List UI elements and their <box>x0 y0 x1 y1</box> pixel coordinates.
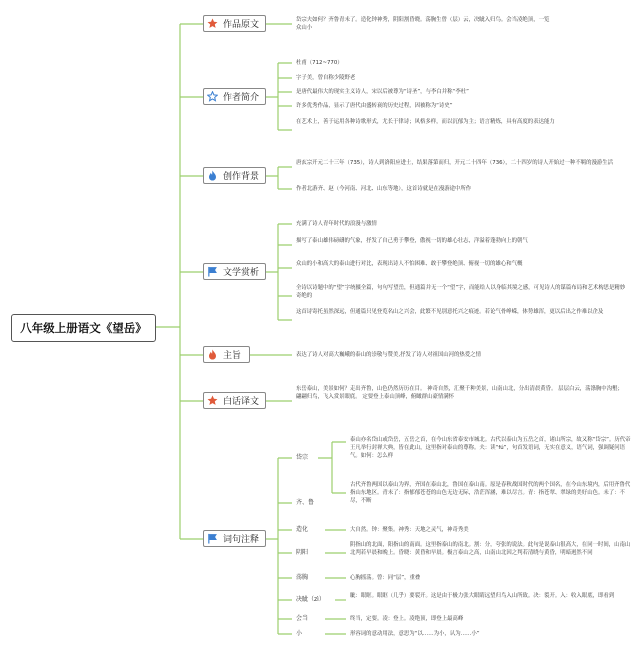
term-zaohua: 造化 <box>296 526 309 533</box>
star-icon <box>207 18 218 29</box>
leaf-background-1: 唐玄宗开元二十三年（735），诗人到洛阳应进士，结果落第而归，开元二十四年（736），二十四岁的诗人开始过一种不羁的漫游生活 <box>296 160 614 166</box>
term-daizong: 岱宗 <box>296 454 309 461</box>
leaf-background-2: 作者北游齐、赵（今河南、河北、山东等地），这首诗就是在漫游途中所作 <box>296 186 472 192</box>
leaf-author-3: 是唐代最伟大的现实主义诗人，宋以后被尊为“诗圣”，与李白并称“李杜” <box>296 89 469 95</box>
leaf-appreciation-2: 描写了泰山雄伟磅礴的气象，抒发了自己勇于攀登，傲视一切的雄心壮志，洋溢着蓬勃向上的朝气 <box>296 238 528 244</box>
term-juezi: 决眦（zì） <box>296 596 325 603</box>
topic-translation[interactable]: 白话译文 <box>203 392 266 409</box>
topic-original-text[interactable]: 作品原文 <box>203 15 266 32</box>
topic-background[interactable]: 创作背景 <box>203 167 266 184</box>
term-yinyang: 阴阳 <box>296 549 309 556</box>
def-juezi: 眦：眼眶。眼眶（几乎）要裂开。这是由于极力张大眼睛远望归鸟入山所致。决：裂开。入：收入眼底，即看到 <box>350 593 615 599</box>
topic-annotations[interactable]: 词句注释 <box>203 530 266 547</box>
topic-appreciation[interactable]: 文学赏析 <box>203 263 266 280</box>
leaf-poem-text: 岱宗夫如何？齐鲁青未了。造化钟神秀，阴阳割昏晓。荡胸生曾（层）云，决眦入归鸟。会当凌绝顶，一览众山小 <box>296 17 550 31</box>
leaf-theme: 表达了诗人对高大巍峨的泰山的崇敬与赞美,抒发了诗人对祖国山河的热爱之情 <box>296 352 481 358</box>
term-dangxiong: 荡胸 <box>296 574 309 581</box>
def-qilu: 古代齐鲁两国以泰山为界，齐国在泰山北，鲁国在泰山南。原是春秋战国时代的两个国名，在今山东境内，后用齐鲁代指山东地区。青未了：指郁郁苍苍的山色无边无际，浩茫浑涵，难以尽言。青：指苍翠、翠绿的美好山色。未了：不尽，不断 <box>350 482 631 504</box>
star-outline-icon <box>207 91 218 102</box>
root-topic[interactable]: 八年级上册语文《望岳》 <box>11 314 156 342</box>
def-zaohua: 大自然。钟：聚集。神秀：天地之灵气，神奇秀美 <box>350 527 469 533</box>
leaf-appreciation-1: 充满了诗人青年时代的浪漫与激情 <box>296 221 377 227</box>
star-icon <box>207 395 218 406</box>
flame-icon <box>207 170 218 181</box>
leaf-translation: 东岳泰山，美景如何？走出齐鲁，山色仍然历历在目。 神奇自然，汇聚千种美景，山南山北，分出清晨黄昏。 层层白云，荡涤胸中沟壑；翩翩归鸟，飞入赏景眼底。 定要登上泰山顶峰，俯瞰群山豪情满怀 <box>296 386 623 400</box>
flag-icon <box>207 533 218 544</box>
term-qilu: 齐、鲁 <box>296 499 315 506</box>
leaf-author-4: 许多优秀作品，显示了唐代由盛转衰的历史过程，因被称为“诗史” <box>296 103 453 109</box>
leaf-author-5: 在艺术上，善于运用各种诗歌形式，尤长于律诗；风格多样，而以沉郁为主；语言精炼，具有高度的表达能力 <box>296 119 555 125</box>
def-dangxiong: 心胸摇荡。曾：同“层”，重叠 <box>350 575 421 581</box>
leaf-appreciation-5: 这首诗寄托虽然深远，但通篇只见登览名山之兴会，此繁不见别意托兴之痕迹。若论气骨峥嵘，体势雄浑，更以后出之作难以企及 <box>296 309 604 315</box>
def-xiao: 形容词的意动用法，意思为“以……为小，认为……小” <box>350 631 480 637</box>
leaf-appreciation-4: 全诗以诗题中的“望”字统摄全篇，句句写望岳，但通篇并无一个“望”字，而能给人以身临其境之感，可见诗人的谋篇布局和艺术构思是精妙奇绝的 <box>296 285 626 299</box>
leaf-appreciation-3: 众山的小和高大的泰山进行对比，表现出诗人不怕困难、敢于攀登绝顶、俯视一切的雄心和气概 <box>296 261 523 267</box>
term-huidang: 会当 <box>296 615 309 622</box>
flag-icon <box>207 266 218 277</box>
leaf-author-1: 杜甫（712~770） <box>296 60 343 66</box>
def-yinyang: 阴指山的北面，阳指山的南面。这里指泰山的南北。割：分，夸张的说法。此句是说泰山很高大，在同一时间，山南山北判若早晨和晚上。昏晓：黄昏和早晨。极言泰山之高，山南山北因之判若清晓与黄昏，明暗迥然不同 <box>350 542 631 556</box>
topic-author-intro[interactable]: 作者简介 <box>203 88 266 105</box>
flame-icon <box>207 349 218 360</box>
def-huidang: 终当，定要。凌：登上。凌绝顶，即登上最高峰 <box>350 616 464 622</box>
term-xiao: 小 <box>296 630 303 637</box>
leaf-author-2: 字子美，曾自称少陵野老 <box>296 75 356 81</box>
def-daizong: 泰山亦名岱山或岱岳，五岳之首，在今山东省泰安市城北。古代以泰山为五岳之首，诸山所宗，故又称“岱宗”。历代帝王凡举行封禅大典，皆在此山，这里指对泰山的尊称。夫：读“fú”，句首发语词，无实在意义，语气词，强调疑问语气。如何：怎么样 <box>350 437 631 459</box>
topic-theme[interactable]: 主旨 <box>203 346 250 363</box>
